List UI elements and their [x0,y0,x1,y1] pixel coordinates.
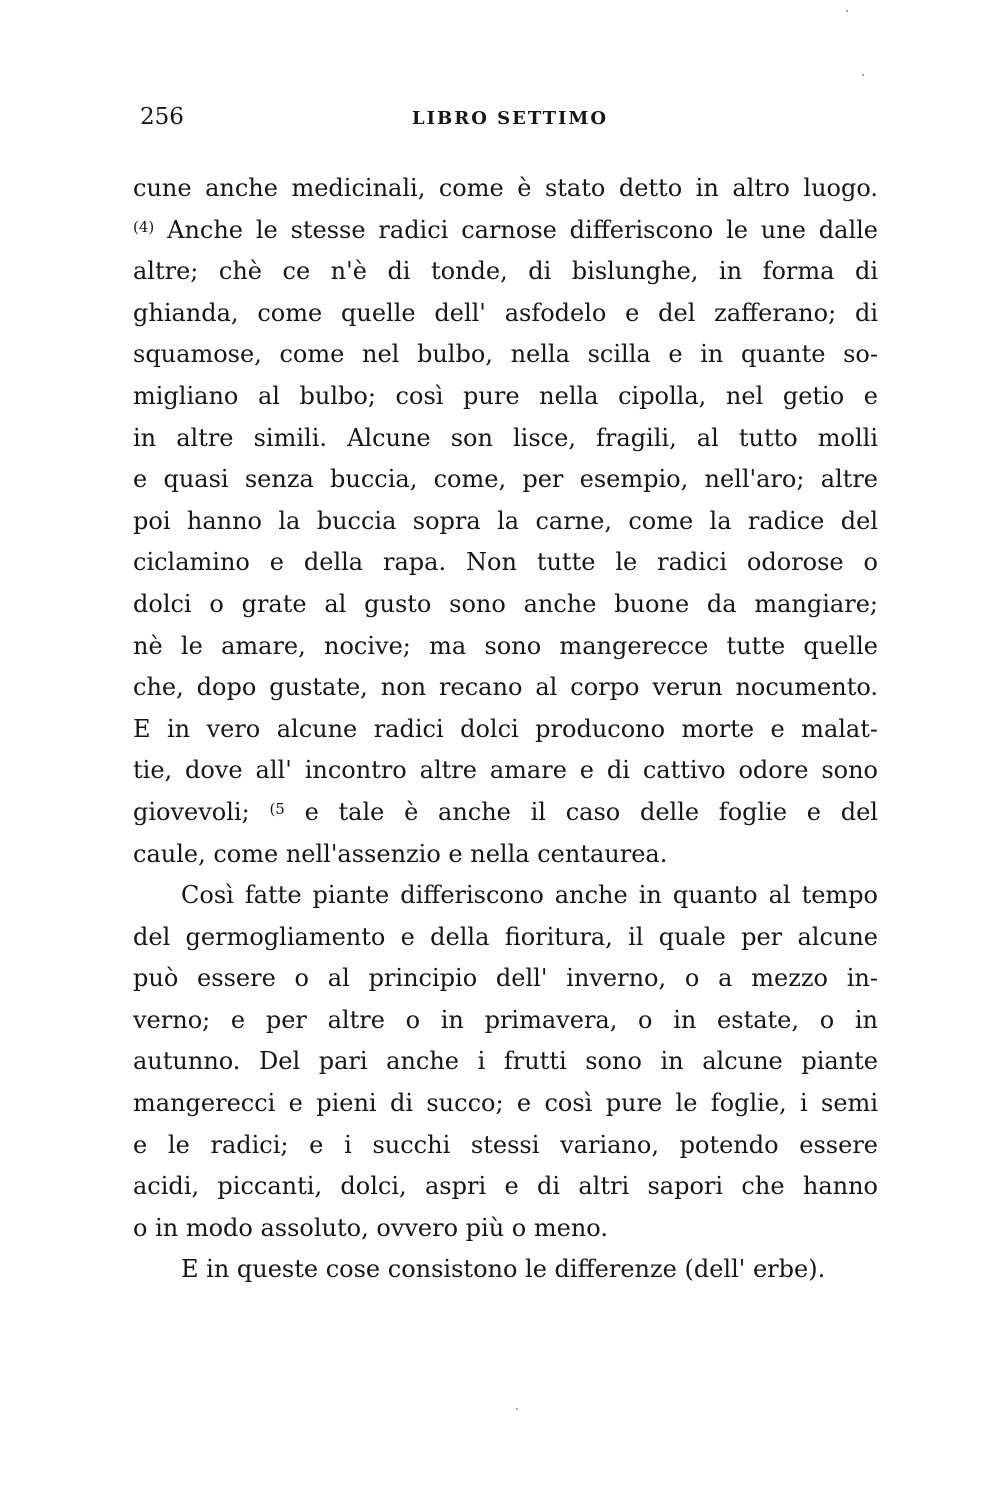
page-header [140,100,880,134]
text-line: Così fatte piante differiscono anche in quanto al tempo [181,881,878,910]
text-line: tie, dove all' incontro altre amare e di cattivo odore sono [133,756,878,785]
body-text [133,168,878,1291]
text-line [133,792,878,834]
text-line: squamose, come nel bulbo, nella scilla e in quante so- [133,340,878,369]
text-line [133,210,878,252]
running-head: LIBRO SETTIMO [411,108,609,129]
text-line: o in modo assoluto, ovvero più o meno. [133,1213,608,1242]
text-line: ciclamino e della rapa. Non tutte le radici odorose o [133,548,878,577]
text-line: del germogliamento e della fioritura, il quale per alcune [133,922,878,951]
text-line: acidi, piccanti, dolci, aspri e di altri sapori che hanno [133,1172,878,1201]
text-line: E in vero alcune radici dolci producono morte e malat- [133,714,878,743]
text-line: ghianda, come quelle dell' asfodelo e del zafferano; di [133,298,878,327]
text-line: migliano al bulbo; così pure nella cipolla, nel getio e [133,381,878,410]
text-line: verno; e per altre o in primavera, o in estate, o in [133,1005,878,1034]
paper-speck [516,1408,518,1410]
paper-speck [846,10,848,12]
text-line: e quasi senza buccia, come, per esempio, nell'aro; altre [133,465,878,494]
text-line: che, dopo gustate, non recano al corpo verun nocumento. [133,673,878,702]
page-number: 256 [140,104,184,130]
text-line-content: giovevoli; [133,797,250,826]
text-line: mangerecci e pieni di succo; e così pure le foglie, i semi [133,1089,878,1118]
text-line: dolci o grate al gusto sono anche buone da mangiare; [133,589,878,618]
text-line: cune anche medicinali, come è stato detto in altro luogo. [133,174,878,202]
text-line: può essere o al principio dell' inverno, o a mezzo in- [133,964,878,993]
paper-speck [862,74,864,76]
text-line: caule, come nell'assenzio e nella centaurea. [133,839,668,868]
text-line: nè le amare, nocive; ma sono mangerecce tutte quelle [133,631,878,660]
text-line: autunno. Del pari anche i frutti sono in alcune piante [133,1047,878,1076]
text-line: E in queste cose consistono le differenze (dell' erbe). [181,1255,826,1284]
text-line-content: e tale è anche il caso delle foglie e del [304,797,878,826]
footnote-ref: (4) [133,217,155,236]
text-line: in altre simili. Alcune son lisce, fragili, al tutto molli [133,423,878,452]
text-line: e le radici; e i succhi stessi variano, potendo essere [133,1130,878,1159]
text-line: altre; chè ce n'è di tonde, di bislunghe, in forma di [133,257,878,286]
text-line: poi hanno la buccia sopra la carne, come la radice del [133,506,878,535]
text-line-content: Anche le stesse radici carnose differiscono le une dalle [167,215,878,244]
footnote-ref: (5 [269,799,285,818]
